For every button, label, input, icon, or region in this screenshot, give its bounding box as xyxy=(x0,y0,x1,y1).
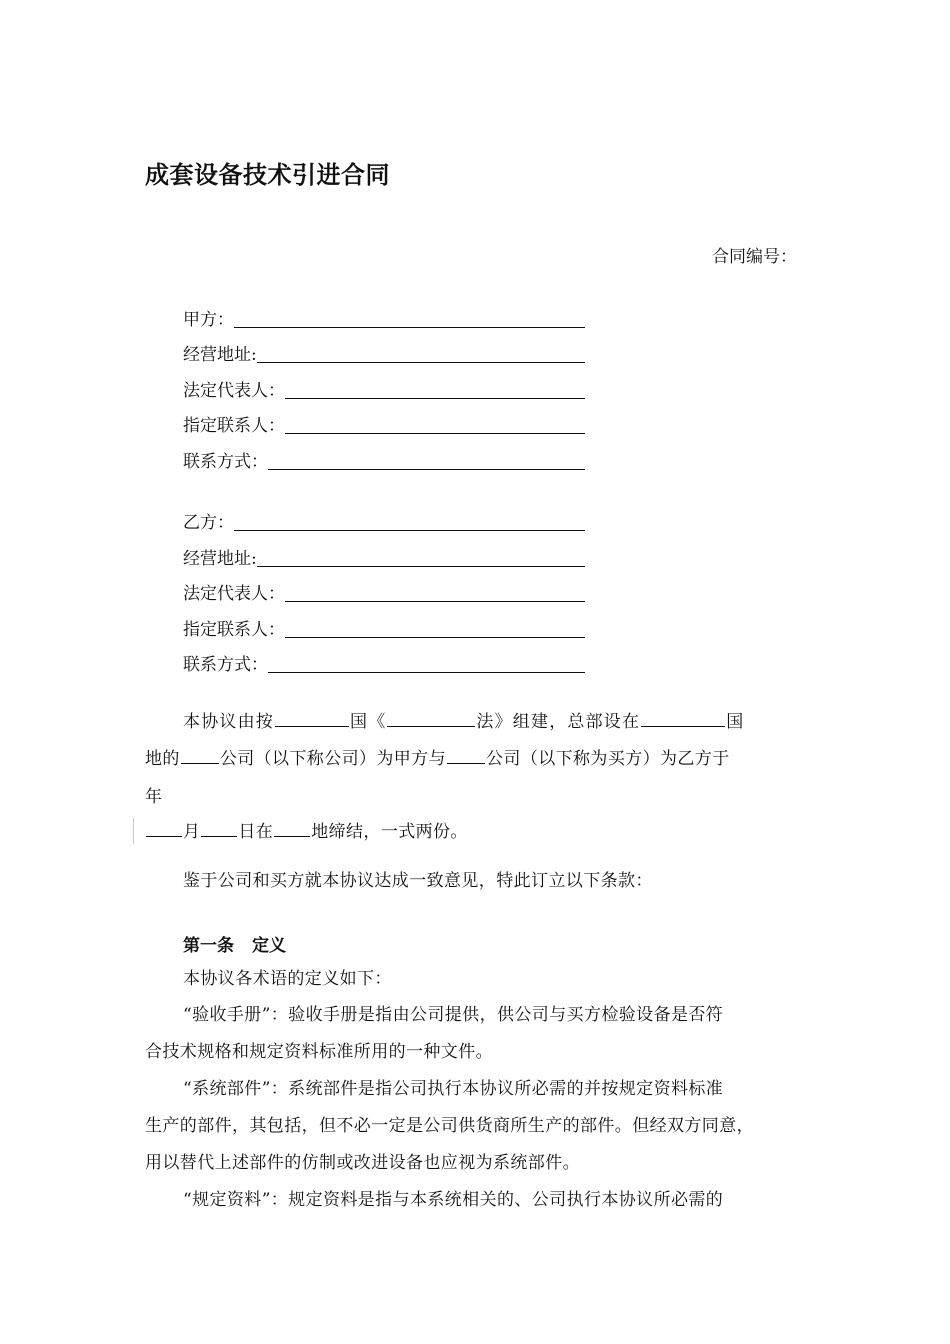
article-1-intro: 本协议各术语的定义如下： xyxy=(183,969,392,989)
intro-text: 月 xyxy=(183,822,201,842)
definition-2-line-2: 生产的部件，其包括，但不必一定是公司供货商所生产的部件。但经双方同意， xyxy=(145,1116,754,1136)
party-b-address-field xyxy=(183,543,585,569)
field-label: 联系方式： xyxy=(183,655,268,675)
intro-text: 本协议由按 xyxy=(183,712,274,732)
field-label: 法定代表人： xyxy=(183,584,285,604)
fill-blank xyxy=(387,710,475,727)
definition-2-line-1: “系统部件”：系统部件是指公司执行本协议所必需的并按规定资料标准 xyxy=(183,1079,724,1099)
intro-text: 地缔结，一式两份。 xyxy=(311,822,468,842)
definition-1-line-1: “验收手册”：验收手册是指由公司提供，供公司与买方检验设备是否符 xyxy=(183,1005,724,1025)
fill-blank xyxy=(275,710,349,727)
article-1-heading xyxy=(183,931,286,956)
paragraph-marker xyxy=(133,818,134,844)
fill-line xyxy=(285,619,585,638)
party-b-name-field xyxy=(183,507,585,533)
intro-text: 国 xyxy=(726,712,745,732)
intro-line-4 xyxy=(145,814,810,850)
fill-line xyxy=(257,548,585,567)
fill-blank xyxy=(641,710,725,727)
field-label: 指定联系人： xyxy=(183,620,285,640)
fill-blank xyxy=(274,820,310,837)
fill-line xyxy=(285,380,585,399)
fill-blank xyxy=(447,747,485,764)
intro-text: 公司（以下称公司）为甲方与 xyxy=(219,749,447,769)
fill-blank xyxy=(201,820,237,837)
fill-blank xyxy=(146,820,182,837)
party-a-contact-person-field xyxy=(183,410,585,436)
field-label: 经营地址: xyxy=(183,345,257,365)
article-number: 第一条 xyxy=(183,936,234,956)
definition-1-line-2: 合技术规格和规定资料标准所用的一种文件。 xyxy=(145,1042,493,1062)
fill-line xyxy=(257,344,585,363)
intro-text: 公司（以下称为买方）为乙方于 xyxy=(486,749,730,769)
fill-line xyxy=(285,415,585,434)
field-label: 经营地址: xyxy=(183,549,257,569)
field-label: 乙方： xyxy=(183,513,234,533)
intro-line-1 xyxy=(145,704,810,740)
field-label: 指定联系人： xyxy=(183,416,285,436)
party-b-contact-method-field xyxy=(183,649,585,675)
intro-text: 国《 xyxy=(350,712,387,732)
intro-text: 日在 xyxy=(238,822,274,842)
intro-text: 法》组建，总部设在 xyxy=(476,712,641,732)
fill-line xyxy=(234,512,585,531)
fill-line xyxy=(268,451,585,470)
fill-line xyxy=(234,309,585,328)
field-label: 甲方： xyxy=(183,310,234,330)
contract-number-label: 合同编号： xyxy=(712,247,797,267)
party-a-legal-rep-field xyxy=(183,375,585,401)
party-b-contact-person-field xyxy=(183,614,585,640)
article-heading: 定义 xyxy=(252,936,286,956)
fill-line xyxy=(285,583,585,602)
fill-blank xyxy=(181,747,219,764)
intro-line-2 xyxy=(145,741,810,777)
intro-line-3: 年 xyxy=(145,787,163,807)
field-label: 联系方式： xyxy=(183,452,268,472)
intro-line-5: 鉴于公司和买方就本协议达成一致意见，特此订立以下条款： xyxy=(183,871,653,891)
party-a-name-field xyxy=(183,304,585,330)
fill-line xyxy=(268,654,585,673)
party-a-contact-method-field xyxy=(183,446,585,472)
definition-2-line-3: 用以替代上述部件的仿制或改进设备也应视为系统部件。 xyxy=(145,1153,580,1173)
definition-3-line-1: “规定资料”：规定资料是指与本系统相关的、公司执行本协议所必需的 xyxy=(183,1190,724,1210)
party-a-address-field xyxy=(183,339,585,365)
party-b-legal-rep-field xyxy=(183,578,585,604)
intro-text: 地的 xyxy=(145,749,180,769)
field-label: 法定代表人： xyxy=(183,381,285,401)
document-title: 成套设备技术引进合同 xyxy=(145,161,390,189)
